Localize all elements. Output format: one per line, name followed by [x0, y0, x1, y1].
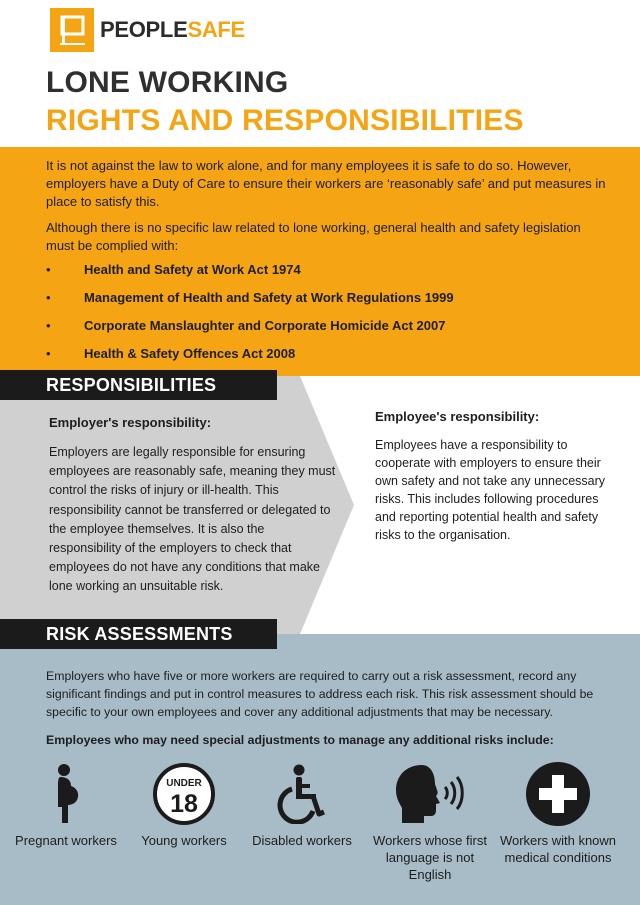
speaking-head-icon	[370, 758, 490, 830]
intro-paragraph-2: Although there is no specific law related to lone working, general health and safety legislation must be complied with:	[46, 220, 581, 253]
employer-body: Employers are legally responsible for ensuring employees are reasonably safe, meaning they must control the risks of injury or ill-health. This responsibility cannot be transferred or delegated to the employee themselves. It is also the responsibility of the employers to check that employees do not have any conditions that make lone working an unsuitable risk.	[49, 445, 336, 594]
brand-logo	[50, 8, 245, 52]
medical-cross-icon	[498, 758, 618, 830]
responsibilities-heading: RESPONSIBILITIES	[0, 370, 277, 400]
group-medical	[498, 758, 618, 866]
p-monogram-icon	[50, 8, 94, 52]
risk-assessments-heading: RISK ASSESSMENTS	[0, 619, 277, 649]
intro-paragraph-1: It is not against the law to work alone, and for many employees it is safe to do so. However, employers have a Duty of Care to ensure their workers are ‘reasonably safe’ and put measures in place to satisfy this.	[46, 158, 606, 209]
bullet-icon: •	[46, 262, 51, 277]
list-item: • Health and Safety at Work Act 1974	[46, 262, 301, 277]
bullet-icon: •	[46, 318, 51, 333]
group-label: Pregnant workers	[15, 833, 117, 848]
pregnant-woman-icon	[6, 758, 126, 830]
group-pregnant	[6, 758, 126, 849]
employee-body: Employees have a responsibility to cooperate with employers to ensure their own safety and not take any unnecessary risks. This includes following procedures and reporting potential health and safety risks to the organisation.	[375, 438, 606, 542]
bullet-icon: •	[46, 346, 51, 361]
under-label: UNDER	[166, 778, 202, 789]
group-label: Workers whose first language is not English	[373, 833, 487, 882]
group-label: Disabled workers	[252, 833, 352, 848]
bullet-icon: •	[46, 290, 51, 305]
wheelchair-icon	[242, 758, 362, 830]
group-label: Workers with known medical conditions	[499, 833, 617, 865]
risk-subheading: Employees who may need special adjustments to manage any additional risks include:	[46, 733, 554, 747]
group-disabled	[242, 758, 362, 849]
under-18-icon	[124, 758, 244, 830]
brand-name: PEOPLESAFE	[100, 17, 245, 42]
list-item: • Corporate Manslaughter and Corporate Homicide Act 2007	[46, 318, 446, 333]
list-item: • Management of Health and Safety at Work Regulations 1999	[46, 290, 454, 305]
list-item: • Health & Safety Offences Act 2008	[46, 346, 296, 361]
intro-section	[0, 147, 640, 376]
group-label: Young workers	[141, 833, 227, 848]
group-young	[124, 758, 244, 849]
employer-heading: Employer's responsibility:	[49, 415, 212, 430]
age-number: 18	[170, 790, 198, 818]
legislation-list	[46, 261, 454, 373]
employee-heading: Employee's responsibility:	[375, 409, 540, 424]
page-subtitle: RIGHTS AND RESPONSIBILITIES	[46, 104, 524, 137]
page-title: LONE WORKING	[46, 66, 289, 99]
risk-paragraph: Employers who have five or more workers are required to carry out a risk assessment, record any significant findings and put in control measures to address each risk. This risk assessment should be specific to your own employees and cover any additional adjustments that may be necessary.	[46, 669, 594, 719]
group-language	[370, 758, 490, 883]
